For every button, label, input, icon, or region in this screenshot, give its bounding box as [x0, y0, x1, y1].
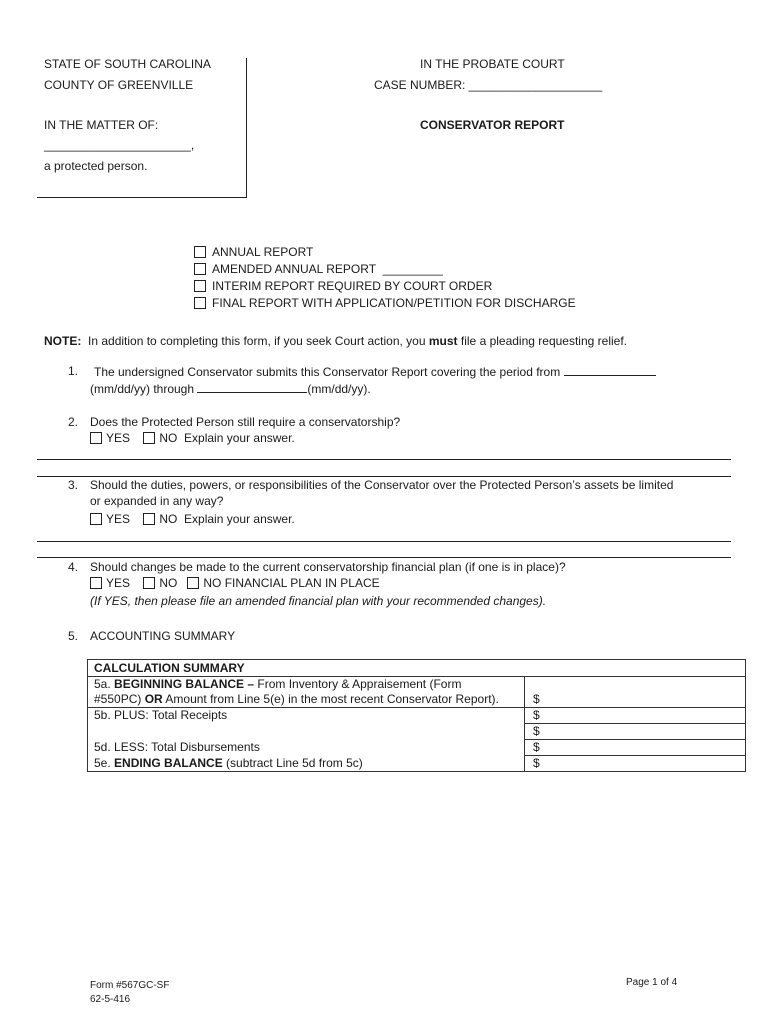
instruction-text: YES, then please file an amended financial plan with your recommended changes). — [103, 594, 547, 608]
court-name: IN THE PROBATE COURT — [420, 57, 565, 71]
row-code: 5a. — [94, 677, 111, 691]
checkbox-yes[interactable] — [90, 513, 102, 525]
report-type-interim[interactable] — [194, 279, 492, 293]
table-row — [88, 724, 746, 740]
note-emphasis: must — [428, 334, 458, 348]
row-5b-label: 5b. PLUS: Total Receipts — [88, 708, 525, 724]
note-text-end: file a pleading requesting relief. — [460, 334, 627, 348]
checkbox-no[interactable] — [143, 513, 155, 525]
if-text: If — [94, 594, 101, 608]
item-number: 5. — [68, 629, 79, 643]
row-bold-label: ENDING BALANCE — [114, 755, 223, 770]
item3-line2: or expanded in any way? — [90, 494, 224, 508]
no-label: NO — [159, 576, 178, 590]
case-number-field: CASE NUMBER: ____________________ — [374, 78, 603, 92]
note-label: NOTE: — [44, 334, 82, 348]
checkbox-no[interactable] — [143, 577, 155, 589]
table-row — [88, 660, 746, 677]
yes-label: YES — [106, 512, 131, 526]
row-text: #550PC) — [94, 692, 142, 706]
item4-question: Should changes be made to the current conservatorship financial plan (if one is in place)? — [90, 560, 566, 574]
checkbox[interactable] — [194, 246, 206, 258]
row-5c-amount[interactable] — [525, 724, 746, 740]
row-5d-label: 5d. LESS: Total Disbursements — [88, 740, 525, 756]
table-row — [88, 677, 746, 708]
matter-name-blank: ______________________, — [44, 138, 195, 152]
accounting-summary-heading: ACCOUNTING SUMMARY — [90, 629, 236, 643]
table-row — [88, 708, 746, 724]
note-text: In addition to completing this form, if you seek Court action, you — [88, 334, 426, 348]
row-5c-label — [88, 724, 525, 740]
dollar-sign: $ — [533, 724, 540, 738]
checkbox-yes[interactable] — [90, 432, 102, 444]
dollar-sign: $ — [533, 740, 540, 754]
report-type-final[interactable] — [194, 296, 576, 310]
explain-label: Explain your answer. — [184, 431, 295, 445]
item-number: 3. — [68, 478, 79, 492]
amended-date-blank: _________ — [382, 262, 443, 276]
item1-line2 — [90, 381, 371, 396]
row-bold-label: BEGINNING BALANCE – — [114, 677, 255, 691]
statute-code: 62-5-416 — [90, 994, 131, 1005]
checkbox-no[interactable] — [143, 432, 155, 444]
item1-text: The undersigned Conservator submits this Conservator Report covering the period from — [94, 365, 561, 379]
item2-answers — [90, 431, 295, 445]
dollar-sign: $ — [533, 708, 540, 722]
calculation-summary-table — [87, 659, 746, 772]
county-name: COUNTY OF GREENVILLE — [44, 78, 194, 92]
caption-divider — [246, 58, 247, 197]
row-bold-or: OR — [144, 692, 163, 706]
row-text: Amount from Line 5(e) in the most recent Conservator Report). — [165, 692, 499, 706]
report-type-amended[interactable] — [194, 262, 443, 276]
item1-text: (mm/dd/yy). — [307, 382, 371, 396]
answer-line[interactable] — [37, 476, 731, 477]
form-number: Form #567GC-SF — [90, 980, 170, 991]
no-label: NO — [159, 431, 178, 445]
row-code: 5e. — [94, 755, 111, 770]
report-type-label: FINAL REPORT WITH APPLICATION/PETITION FOR DISCHARGE — [212, 296, 576, 310]
note-paragraph — [44, 334, 627, 348]
row-5a-label — [88, 677, 525, 708]
item3-line1: Should the duties, powers, or responsibilities of the Conservator over the Protected Person’s assets be limited — [90, 478, 674, 492]
checkbox-no-plan[interactable] — [187, 577, 199, 589]
report-type-label: INTERIM REPORT REQUIRED BY COURT ORDER — [212, 279, 493, 293]
report-type-annual[interactable] — [194, 245, 313, 259]
checkbox[interactable] — [194, 297, 206, 309]
caption-bottom-rule — [37, 197, 247, 198]
answer-line[interactable] — [37, 557, 731, 558]
row-5d-amount[interactable] — [525, 740, 746, 756]
row-text: From Inventory & Appraisement (Form — [257, 677, 462, 691]
answer-line[interactable] — [37, 541, 731, 542]
dollar-sign: $ — [533, 692, 540, 706]
period-end-blank[interactable] — [197, 381, 307, 393]
yes-label: YES — [106, 431, 131, 445]
checkbox[interactable] — [194, 280, 206, 292]
row-text: (subtract Line 5d from 5c) — [226, 755, 363, 770]
yes-label: YES — [106, 576, 131, 590]
item4-answers — [90, 576, 380, 590]
row-5b-amount[interactable] — [525, 708, 746, 724]
table-row — [88, 756, 746, 772]
row-5e-label — [88, 756, 525, 772]
report-type-label: ANNUAL REPORT — [212, 245, 314, 259]
state-name: STATE OF SOUTH CAROLINA — [44, 57, 211, 71]
report-type-label: AMENDED ANNUAL REPORT — [212, 262, 377, 276]
item-number: 4. — [68, 560, 79, 574]
table-row — [88, 740, 746, 756]
page-title: CONSERVATOR REPORT — [420, 118, 565, 132]
answer-line[interactable] — [37, 459, 731, 460]
no-label: NO — [159, 512, 178, 526]
table-header: CALCULATION SUMMARY — [88, 660, 746, 677]
row-5e-amount[interactable] — [525, 756, 746, 772]
explain-label: Explain your answer. — [184, 512, 295, 526]
item-number: 2. — [68, 415, 79, 429]
no-plan-label: NO FINANCIAL PLAN IN PLACE — [203, 576, 380, 590]
item1-text: (mm/dd/yy) through — [90, 382, 195, 396]
checkbox[interactable] — [194, 263, 206, 275]
period-start-blank[interactable] — [564, 364, 656, 376]
checkbox-yes[interactable] — [90, 577, 102, 589]
matter-label: IN THE MATTER OF: — [44, 118, 159, 132]
protected-person-label: a protected person. — [44, 159, 148, 173]
item2-question: Does the Protected Person still require a conservatorship? — [90, 415, 401, 429]
dollar-sign: $ — [533, 756, 540, 770]
item3-answers — [90, 512, 295, 526]
item4-instruction: (If YES, then please file an amended financial plan with your recommended changes). — [90, 594, 547, 608]
page-number: Page 1 of 4 — [626, 977, 678, 988]
row-5a-amount[interactable] — [525, 677, 746, 708]
item1-line1 — [94, 364, 656, 379]
item-number: 1. — [68, 364, 79, 378]
